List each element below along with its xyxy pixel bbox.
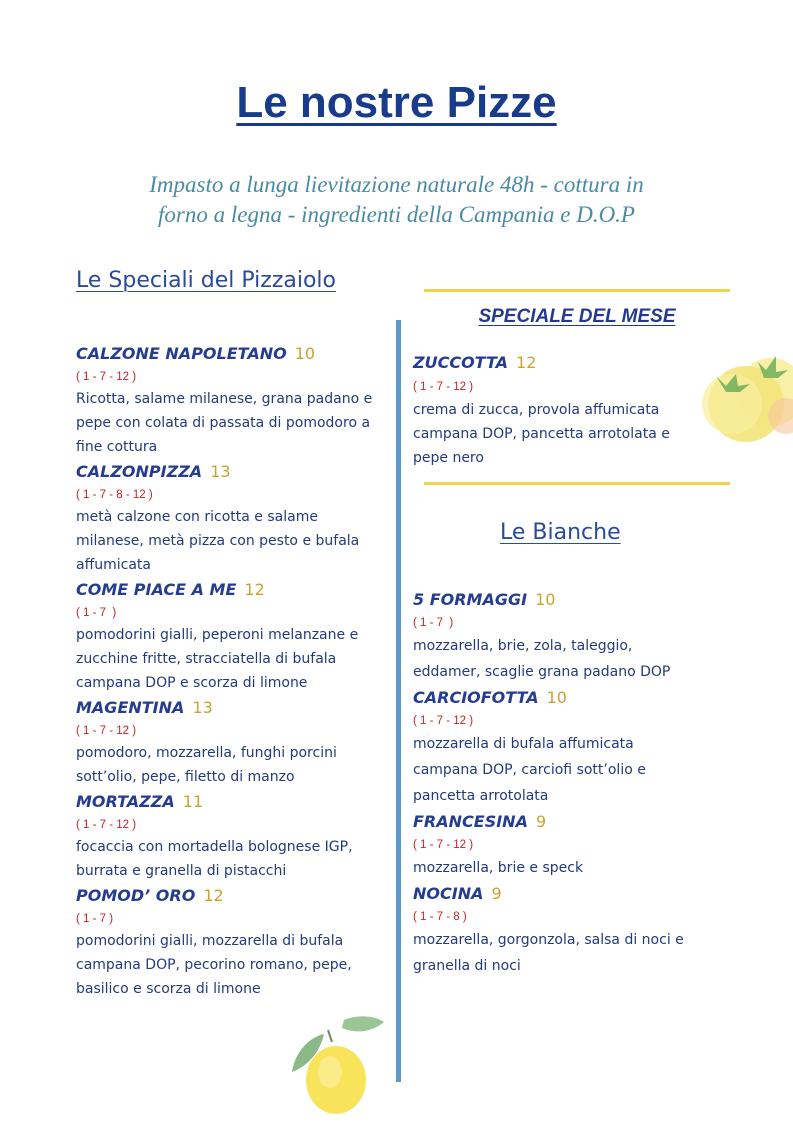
menu-item <box>76 341 391 459</box>
item-name: POMOD’ ORO <box>76 886 196 905</box>
item-description <box>413 731 733 809</box>
desc-line: mozzarella, gorgonzola, salsa di noci e <box>413 932 684 948</box>
desc-line: Ricotta, salame milanese, grana padano e <box>76 391 373 407</box>
speciale-mese-item <box>413 350 693 470</box>
yellow-tomatoes-illustration <box>686 346 793 456</box>
bianche-list <box>413 587 733 979</box>
subtitle-line-1: Impasto a lunga lievitazione naturale 48h - cottura in <box>149 172 644 197</box>
item-price: 11 <box>182 792 204 811</box>
item-allergens: ( 1 - 7 ) <box>413 617 454 629</box>
item-name: MAGENTINA <box>76 698 185 717</box>
item-name: ZUCCOTTA <box>413 353 509 372</box>
item-price: 13 <box>210 462 231 481</box>
desc-line: pepe con colata di passata di pomodoro a <box>76 415 371 431</box>
item-name: NOCINA <box>413 884 484 903</box>
desc-line: campana DOP, pancetta arrotolata e <box>413 426 670 442</box>
item-allergens: ( 1 - 7 - 8 - 12 ) <box>76 489 153 501</box>
desc-line: eddamer, scaglie grana padano DOP <box>413 664 671 680</box>
page-title: Le nostre Pizze <box>236 78 557 127</box>
item-price: 13 <box>192 698 213 717</box>
item-allergens: ( 1 - 7 - 12 ) <box>76 725 137 737</box>
desc-line: mozzarella, brie e speck <box>413 860 584 876</box>
bianche-heading: Le Bianche <box>500 520 621 545</box>
item-description <box>76 929 391 1001</box>
menu-item <box>76 459 391 577</box>
item-allergens: ( 1 - 7 - 12 ) <box>76 819 137 831</box>
desc-line: pancetta arrotolata <box>413 788 549 804</box>
item-price: 10 <box>294 344 316 363</box>
item-name: 5 FORMAGGI <box>413 590 528 609</box>
menu-item <box>413 587 733 685</box>
item-name: MORTAZZA <box>76 792 175 811</box>
item-description <box>413 855 733 881</box>
item-allergens: ( 1 - 7 - 8 ) <box>413 911 467 923</box>
desc-line: fine cottura <box>76 439 158 455</box>
item-name: COME PIACE A ME <box>76 580 237 599</box>
item-allergens: ( 1 - 7 - 12 ) <box>413 839 474 851</box>
desc-line: affumicata <box>76 557 151 573</box>
desc-line: campana DOP, pecorino romano, pepe, <box>76 957 352 973</box>
item-description <box>76 623 391 695</box>
item-price: 12 <box>203 886 224 905</box>
speciale-mese-heading: SPECIALE DEL MESE <box>478 306 676 327</box>
item-description <box>76 835 391 883</box>
item-price: 10 <box>535 590 556 609</box>
desc-line: pomodorini gialli, peperoni melanzane e <box>76 627 359 643</box>
menu-item <box>76 883 391 1001</box>
item-price: 9 <box>491 884 502 903</box>
subtitle-line-2: forno a legna - ingredienti della Campania e D.O.P <box>158 202 635 227</box>
desc-line: campana DOP e scorza di limone <box>76 675 308 691</box>
item-price: 10 <box>546 688 567 707</box>
desc-line: mozzarella di bufala affumicata <box>413 736 634 752</box>
menu-item <box>413 881 733 979</box>
item-allergens: ( 1 - 7 - 12 ) <box>76 371 137 383</box>
subtitle <box>70 170 723 230</box>
desc-line: campana DOP, carciofi sott’olio e <box>413 762 646 778</box>
item-price: 9 <box>535 812 547 831</box>
speciale-bottom-line <box>424 482 730 485</box>
desc-line: pomodorini gialli, mozzarella di bufala <box>76 933 344 949</box>
item-description <box>76 505 391 577</box>
speciale-top-line <box>424 289 730 292</box>
item-name: FRANCESINA <box>413 812 528 831</box>
menu-item <box>413 685 733 809</box>
desc-line: mozzarella, brie, zola, taleggio, <box>413 638 633 654</box>
item-allergens: ( 1 - 7 - 12 ) <box>413 381 474 393</box>
item-name: CALZONE NAPOLETANO <box>76 344 287 363</box>
desc-line: crema di zucca, provola affumicata <box>413 402 660 418</box>
lemon-illustration <box>284 1012 388 1118</box>
menu-item <box>413 809 733 881</box>
desc-line: zucchine fritte, stracciatella di bufala <box>76 651 337 667</box>
item-description <box>413 633 733 685</box>
item-description <box>76 741 391 789</box>
item-price: 12 <box>516 353 537 372</box>
desc-line: pomodoro, mozzarella, funghi porcini <box>76 745 337 761</box>
menu-item <box>76 695 391 789</box>
desc-line: pepe nero <box>413 450 484 466</box>
menu-item <box>76 789 391 883</box>
item-description <box>413 927 733 979</box>
item-name: CARCIOFOTTA <box>413 688 539 707</box>
column-divider <box>396 320 401 1082</box>
desc-line: focaccia con mortadella bolognese IGP, <box>76 839 353 855</box>
desc-line: sott’olio, pepe, filetto di manzo <box>76 769 295 785</box>
item-description <box>413 398 693 470</box>
item-allergens: ( 1 - 7 ) <box>76 913 114 925</box>
item-allergens: ( 1 - 7 ) <box>76 607 117 619</box>
desc-line: metà calzone con ricotta e salame <box>76 509 318 525</box>
item-name: CALZONPIZZA <box>76 462 203 481</box>
speciali-list <box>76 341 391 1001</box>
speciali-heading: Le Speciali del Pizzaiolo <box>76 268 336 293</box>
desc-line: burrata e granella di pistacchi <box>76 863 287 879</box>
item-price: 12 <box>244 580 265 599</box>
desc-line: milanese, metà pizza con pesto e bufala <box>76 533 360 549</box>
desc-line: basilico e scorza di limone <box>76 981 261 997</box>
item-allergens: ( 1 - 7 - 12 ) <box>413 715 474 727</box>
desc-line: granella di noci <box>413 958 521 974</box>
item-description <box>76 387 391 459</box>
menu-item <box>76 577 391 695</box>
